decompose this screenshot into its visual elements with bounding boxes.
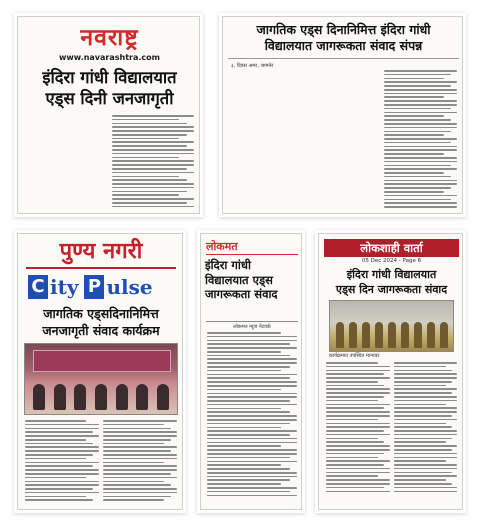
lokshahi-body-text	[326, 362, 457, 492]
punyanagari-divider	[26, 267, 176, 269]
navarashtra-headline-line1: इंदिरा गांधी विद्यालयात	[42, 68, 177, 87]
event-attendees	[29, 380, 173, 410]
article2-body-text	[230, 70, 457, 208]
punyanagari-headline-line1: जागतिक एड्सदिनानिमित्त	[43, 306, 159, 321]
lokshahi-headline-line2: एड्स दिन जागरूकता संवाद	[335, 283, 448, 296]
punyanagari-body-text	[25, 420, 177, 501]
text-column	[384, 70, 457, 208]
text-column	[25, 115, 108, 207]
city-pulse-word-ity: ity	[50, 275, 79, 299]
punyanagari-headline-line2: जनजागृती संवाद कार्यक्रम	[42, 323, 160, 338]
city-pulse-word-ulse: ulse	[106, 275, 153, 299]
navarashtra-logo: नवराष्ट्र	[80, 25, 139, 51]
lokmat-headline-line3: जागरूकता संवाद	[205, 287, 278, 301]
lokmat-divider	[206, 254, 298, 255]
text-column	[112, 115, 195, 207]
navarashtra-headline	[24, 67, 195, 109]
lokmat-logo: लोकमत	[206, 240, 238, 253]
city-pulse-letter-p: P	[84, 275, 104, 299]
clip-lokmat	[200, 233, 302, 510]
text-column	[326, 362, 390, 492]
text-column	[207, 332, 297, 496]
lokshahi-headline	[324, 267, 459, 297]
article2-divider	[228, 58, 459, 59]
city-pulse-logo	[28, 274, 153, 300]
article2-headline-line1: जागतिक एड्स दिनानिमित्त इंदिरा गांधी	[256, 22, 431, 37]
event-stage-banner	[33, 350, 171, 372]
lokmat-byline: लोकमत न्यूज नेटवर्क	[233, 324, 271, 330]
clip-punyanagari	[17, 233, 183, 510]
event-attendees	[333, 318, 450, 348]
text-column	[394, 362, 458, 492]
clip-lokshahi	[318, 233, 463, 510]
text-column	[25, 420, 99, 501]
punyanagari-event-photo	[24, 343, 178, 415]
lokmat-body-text	[207, 332, 297, 496]
text-column	[230, 70, 303, 208]
lokmat-headline	[205, 258, 299, 302]
city-pulse-letter-c: C	[28, 275, 48, 299]
navarashtra-body-text	[25, 115, 194, 207]
clip-article2	[222, 16, 463, 214]
clip-navarashtra	[17, 16, 200, 214]
article2-headline-line2: विद्यालयात जागरूकता संवाद संपन्न	[264, 38, 423, 53]
lokshahi-event-photo	[329, 300, 454, 352]
text-column	[307, 70, 380, 208]
lokshahi-photo-caption: कार्यक्रमात उपस्थित मान्यवर	[329, 353, 380, 359]
lokshahi-headline-line1: इंदिरा गांधी विद्यालयात	[346, 268, 437, 281]
lokmat-headline-rule	[206, 321, 298, 322]
article2-byline: ३, दिवस अमर, जामनेर	[231, 63, 274, 69]
article2-headline	[228, 22, 459, 54]
lokshahi-date: 05 Dec 2024 - Page 6	[361, 258, 422, 264]
lokshahi-masthead: लोकशाही वार्ता	[324, 239, 459, 257]
punyanagari-headline	[24, 305, 178, 339]
navarashtra-headline-line2: एड्स दिनी जनजागृती	[45, 89, 174, 108]
lokmat-headline-line1: इंदिरा गांधी	[205, 258, 251, 272]
navarashtra-url: www.navarashtra.com	[59, 53, 160, 62]
text-column	[103, 420, 177, 501]
lokmat-headline-line2: विद्यालयात एड्स	[205, 272, 273, 287]
punyanagari-logo: पुण्य नगरी	[59, 239, 143, 264]
